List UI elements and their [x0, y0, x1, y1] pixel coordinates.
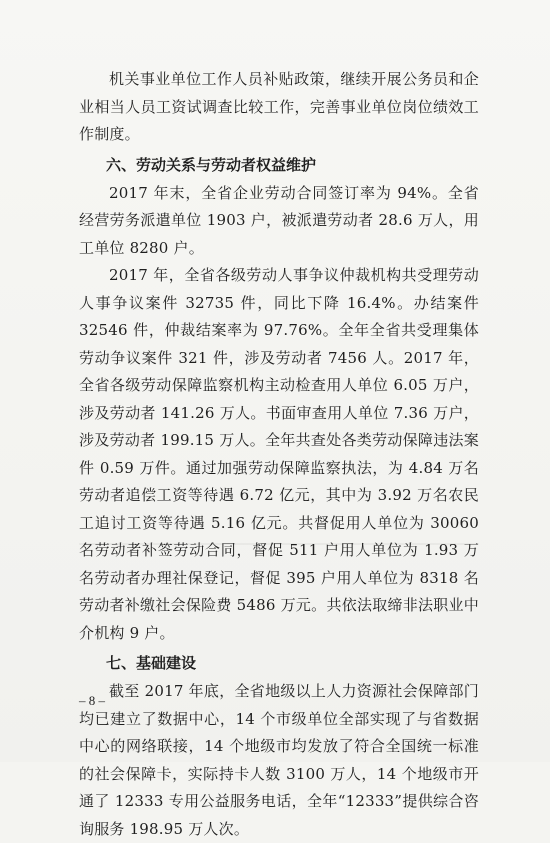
paragraph-6-1: 2017 年末，全省企业劳动合同签订率为 94%。全省经营劳务派遣单位 1903 户，被派遣劳动者 28.6 万人，用工单位 8280 户。	[79, 183, 479, 257]
paragraph-top: 机关事业单位工作人员补贴政策，继续开展公务员和企业相当人员工资试调查比较工作，完善事业单位岗位绩效工作制度。	[79, 70, 479, 143]
paragraph-7-1: 截至 2017 年底，全省地级以上人力资源社会保障部门均已建立了数据中心，14 个市级单位全部实现了与省数据中心的网络联接，14 个地级市均发放了符合全国统一标准的社会保障卡，实际持卡人数 3100 万人，14 个地级市开通了 12333 专用公益服务电话，全年“12333”提供综合咨询服务 198.95 万人次。	[79, 682, 479, 838]
page-number: – 8 –	[79, 693, 105, 708]
section-heading-7: 七、基础建设	[106, 654, 197, 672]
section-heading-6: 六、劳动关系与劳动者权益维护	[106, 155, 317, 174]
paragraph-6-2: 2017 年，全省各级劳动人事争议仲裁机构共受理劳动人事争议案件 32735 件，同比下降 16.4%。办结案件 32546 件，仲裁结案率为 97.76%。全年全省共受理集体劳动争议案件 321 件，涉及劳动者 7456 人。2017 年，全省各级劳动保障监察机构主动检查用人单位 6.05 万户，涉及劳动者 141.26 万人。书面审查用人单位 7.36 万户，涉及劳动者 199.15 万人。全年共查处各类劳动保障违法案件 0.59 万件。通过加强劳动保障监察执法，为 4.84 万名劳动者追偿工资等待遇 6.72 亿元，其中为 3.92 万名农民工追讨工资等待遇 5.16 亿元。共督促用人单位为 30060 名劳动者补签劳动合同，督促 511 户用人单位为 1.93 万名劳动者办理社保登记，督促 395 户用人单位为 8318 名劳动者补缴社会保险费 5486 万元。共依法取缔非法职业中介机构 9 户。	[79, 266, 479, 642]
scan-artifact-line	[79, 543, 479, 545]
document-body	[79, 66, 479, 843]
